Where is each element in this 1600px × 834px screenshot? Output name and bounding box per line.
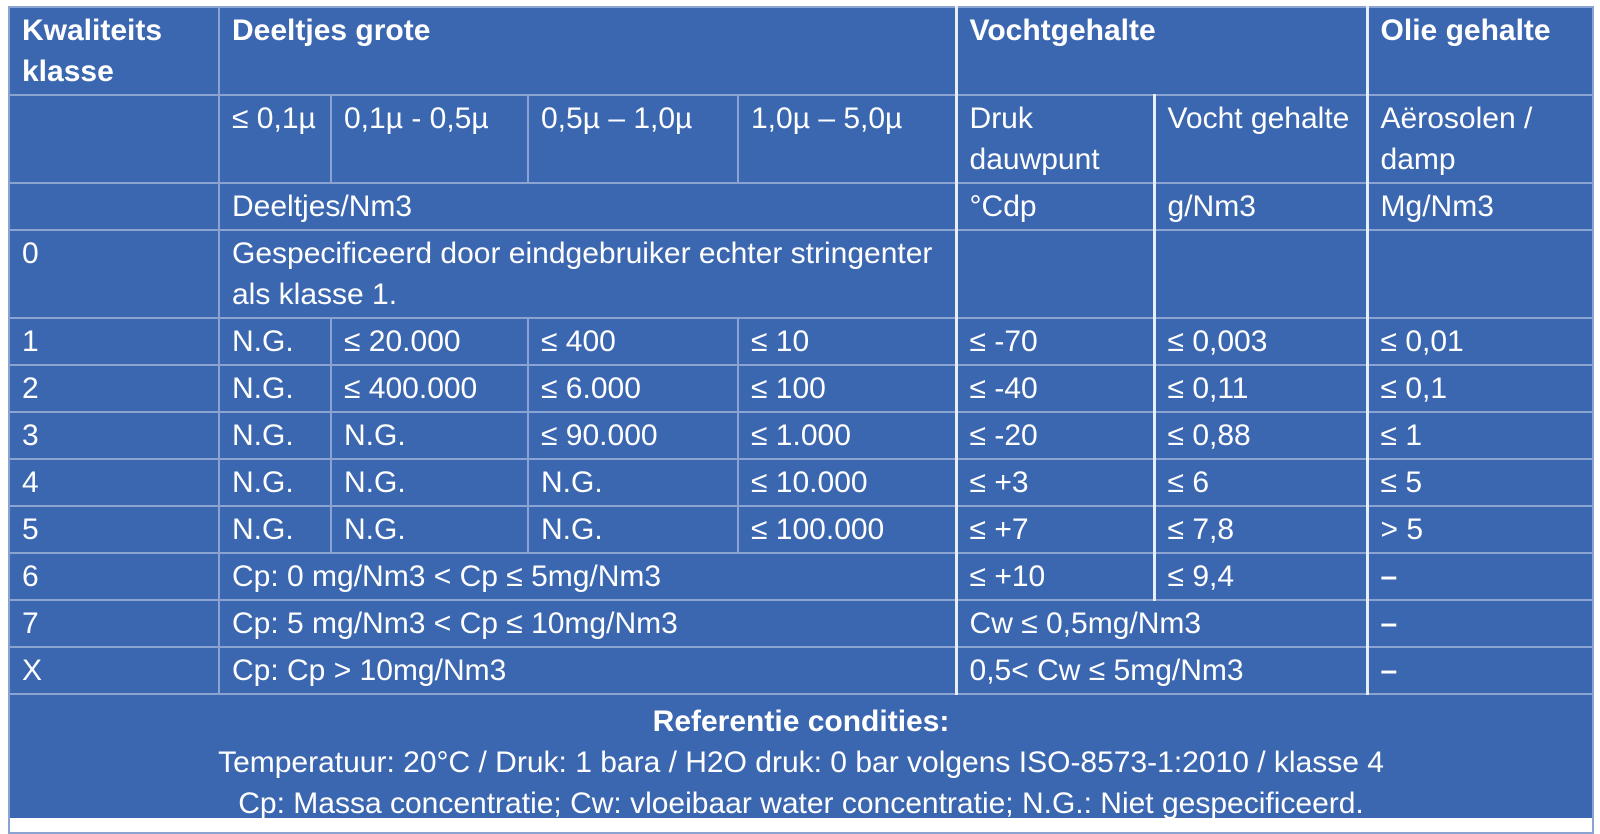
row-class-label: 6 — [9, 553, 219, 600]
cell-particle-2: N.G. — [331, 506, 528, 553]
cell-oil: – — [1367, 647, 1593, 694]
reference-conditions-line-1: Temperatuur: 20°C / Druk: 1 bara / H2O druk: 0 bar volgens ISO-8573-1:2010 / klasse 4 — [218, 746, 1384, 779]
cell-particle-1: N.G. — [219, 506, 331, 553]
table-row-class-0 — [9, 230, 1593, 318]
table-row — [9, 506, 1593, 553]
cell-particle-2: N.G. — [331, 459, 528, 506]
subheader-particle-3: 0,5µ – 1,0µ — [528, 95, 738, 183]
table-row — [9, 459, 1593, 506]
cell-particle-4: ≤ 100 — [738, 365, 956, 412]
cell-oil: ≤ 0,01 — [1367, 318, 1593, 365]
cell-oil: ≤ 5 — [1367, 459, 1593, 506]
cell-particle-3: N.G. — [528, 459, 738, 506]
table-row — [9, 365, 1593, 412]
units-moisture: g/Nm3 — [1154, 183, 1367, 230]
row-class-label: 4 — [9, 459, 219, 506]
header-moisture: Vochtgehalte — [956, 7, 1367, 95]
row-class-0-moisture — [1154, 230, 1367, 318]
cell-particle-1: N.G. — [219, 365, 331, 412]
header-particle-size: Deeltjes grote — [219, 7, 956, 95]
cell-oil: ≤ 0,1 — [1367, 365, 1593, 412]
units-dewpoint: °Cdp — [956, 183, 1154, 230]
cell-oil: > 5 — [1367, 506, 1593, 553]
cell-particle-1: N.G. — [219, 459, 331, 506]
subheader-particle-4: 1,0µ – 5,0µ — [738, 95, 956, 183]
table-row-class-6 — [9, 553, 1593, 600]
subheader-moisture-content: Vocht gehalte — [1154, 95, 1367, 183]
row-class-0-dewpoint — [956, 230, 1154, 318]
footer-row — [9, 694, 1593, 833]
units-oil: Mg/Nm3 — [1367, 183, 1593, 230]
cell-particle-4: ≤ 10 — [738, 318, 956, 365]
cell-particles-merged: Cp: Cp > 10mg/Nm3 — [219, 647, 956, 694]
row-class-label: 0 — [9, 230, 219, 318]
header-row — [9, 7, 1593, 95]
reference-conditions-title: Referentie condities: — [652, 705, 950, 738]
subheader-particle-1: ≤ 0,1µ — [219, 95, 331, 183]
cell-moisture: ≤ 6 — [1154, 459, 1367, 506]
cell-particle-4: ≤ 10.000 — [738, 459, 956, 506]
cell-dewpoint: ≤ +3 — [956, 459, 1154, 506]
cell-moisture-merged: 0,5< Cw ≤ 5mg/Nm3 — [956, 647, 1367, 694]
table-row-class-7 — [9, 600, 1593, 647]
cell-moisture: ≤ 9,4 — [1154, 553, 1367, 600]
air-quality-table-sheet — [8, 6, 1592, 818]
cell-particle-2: N.G. — [331, 412, 528, 459]
units-empty — [9, 183, 219, 230]
cell-particle-1: N.G. — [219, 412, 331, 459]
cell-moisture: ≤ 0,88 — [1154, 412, 1367, 459]
cell-particle-3: ≤ 6.000 — [528, 365, 738, 412]
reference-conditions-line-2: Cp: Massa concentratie; Cw: vloeibaar water concentratie; N.G.: Niet gespecificeerd. — [238, 787, 1364, 820]
cell-particle-1: N.G. — [219, 318, 331, 365]
cell-particle-2: ≤ 400.000 — [331, 365, 528, 412]
row-class-label: 1 — [9, 318, 219, 365]
cell-particle-4: ≤ 100.000 — [738, 506, 956, 553]
table-row — [9, 318, 1593, 365]
cell-dewpoint: ≤ +7 — [956, 506, 1154, 553]
row-class-label: 5 — [9, 506, 219, 553]
units-row — [9, 183, 1593, 230]
cell-oil: – — [1367, 553, 1593, 600]
cell-particle-2: ≤ 20.000 — [331, 318, 528, 365]
row-class-label: X — [9, 647, 219, 694]
subheader-dewpoint: Druk dauwpunt — [956, 95, 1154, 183]
subheader-aerosols: Aërosolen / damp — [1367, 95, 1593, 183]
cell-dewpoint: ≤ -40 — [956, 365, 1154, 412]
table-row — [9, 412, 1593, 459]
row-class-label: 2 — [9, 365, 219, 412]
cell-dewpoint: ≤ +10 — [956, 553, 1154, 600]
row-class-0-description: Gespecificeerd door eindgebruiker echter stringenter als klasse 1. — [219, 230, 956, 318]
row-class-label: 7 — [9, 600, 219, 647]
cell-moisture: ≤ 0,003 — [1154, 318, 1367, 365]
cell-dewpoint: ≤ -70 — [956, 318, 1154, 365]
subheader-row — [9, 95, 1593, 183]
cell-particles-merged: Cp: 0 mg/Nm3 < Cp ≤ 5mg/Nm3 — [219, 553, 956, 600]
cell-moisture: ≤ 0,11 — [1154, 365, 1367, 412]
units-particles: Deeltjes/Nm3 — [219, 183, 956, 230]
cell-particle-3: N.G. — [528, 506, 738, 553]
subheader-empty — [9, 95, 219, 183]
cell-oil: – — [1367, 600, 1593, 647]
cell-particle-3: ≤ 90.000 — [528, 412, 738, 459]
row-class-0-oil — [1367, 230, 1593, 318]
subheader-particle-2: 0,1µ - 0,5µ — [331, 95, 528, 183]
cell-dewpoint: ≤ -20 — [956, 412, 1154, 459]
cell-oil: ≤ 1 — [1367, 412, 1593, 459]
header-oil: Olie gehalte — [1367, 7, 1593, 95]
cell-moisture-merged: Cw ≤ 0,5mg/Nm3 — [956, 600, 1367, 647]
air-quality-class-table — [8, 6, 1594, 834]
cell-particles-merged: Cp: 5 mg/Nm3 < Cp ≤ 10mg/Nm3 — [219, 600, 956, 647]
reference-conditions — [9, 694, 1593, 833]
row-class-label: 3 — [9, 412, 219, 459]
cell-particle-4: ≤ 1.000 — [738, 412, 956, 459]
cell-particle-3: ≤ 400 — [528, 318, 738, 365]
header-class: Kwaliteits klasse — [9, 7, 219, 95]
table-row-class-x — [9, 647, 1593, 694]
cell-moisture: ≤ 7,8 — [1154, 506, 1367, 553]
